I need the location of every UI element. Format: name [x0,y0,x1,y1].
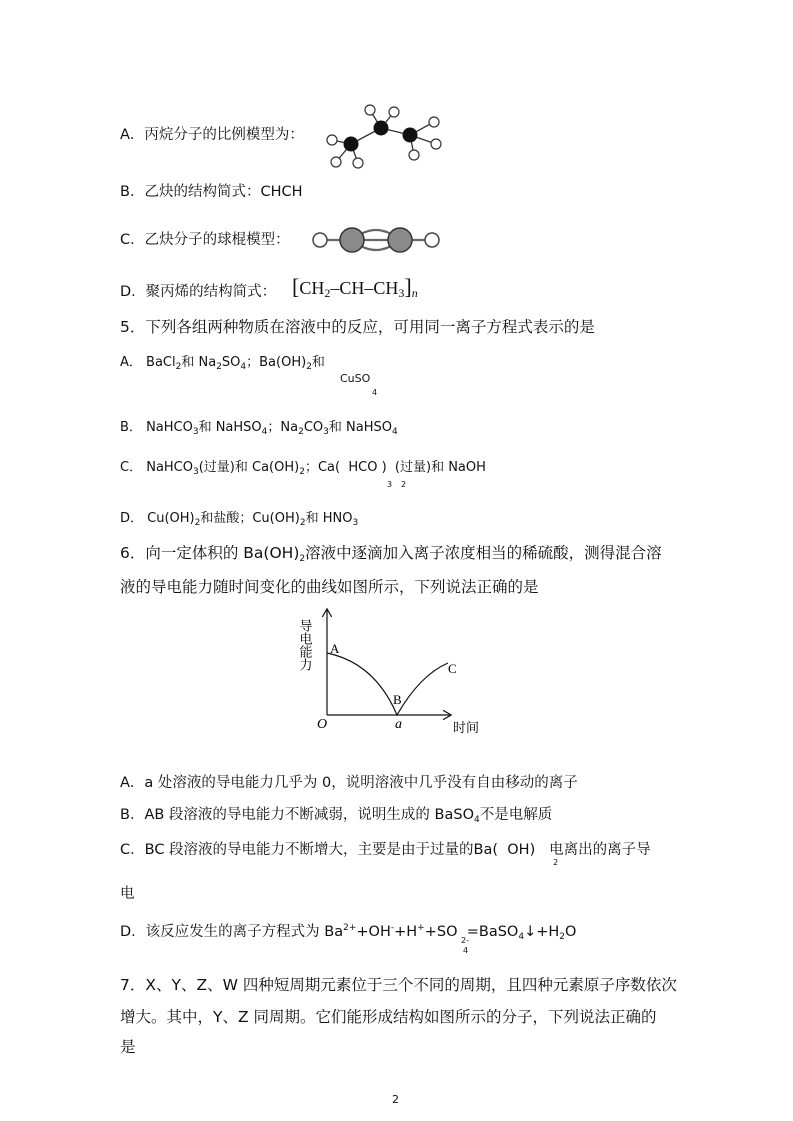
q4-a-text: A．丙烷分子的比例模型为： [120,127,304,143]
q5-c-p2: NaHCO [146,460,193,475]
q6-d-t1: 2- [461,936,469,945]
q6-d-p6: ↓+H [524,924,560,940]
q5-b-p6: 和 NaHSO [328,420,392,435]
q6-b-p2: 不是电解质 [479,807,553,823]
q7-stem-line1: 7．X、Y、Z、W 四种短周期元素位于三个不同的周期，且四种元素原子序数依次 [120,976,677,994]
q5-b-p4: ；Na [267,420,299,435]
q5-d-p2: Cu(OH) [147,511,195,526]
propane-space-filling-model-image [318,100,448,170]
q6-stem1: 6．向一定体积的 Ba(OH) [120,544,300,562]
graph-xlabel: 时间 [453,721,480,736]
q5-b-s2: 4 [261,427,268,437]
q5-c-s1: 3 [193,467,199,477]
graph-point-a: A [330,641,340,656]
q5-c-t2: 2 [401,480,407,489]
page-number: 2 [392,1093,399,1106]
q7-stem-line3: 是 [120,1038,136,1056]
q6-c-t1: 2 [553,858,559,867]
q6-option-b [120,805,552,830]
q6-d-p1: D．该反应发生的离子方程式为 Ba [120,924,344,940]
graph-ylabel: 导电能力 [296,619,312,671]
q6-d-sup1: 2+ [343,923,357,933]
q6-stem-line1 [120,543,662,569]
q6-d-t2: 4 [463,946,469,955]
q5-a-s3: 4 [240,362,247,372]
acetylene-ball-stick-model-image [306,222,448,258]
q5-c-p7: (过量)和 NaOH [394,460,486,475]
q6-c-p2: OH) [507,842,536,858]
q4-c-text: C．乙炔分子的球棍模型： [120,232,290,248]
q5-a-p7: CuSO [340,372,371,385]
q6-c-p3: 电离出的离子导 [549,842,651,858]
conductivity-curve [327,653,448,715]
q6-d-sup3: + [417,923,425,933]
q5-c-p6: ) [381,460,387,475]
q5-option-c [120,458,486,482]
q5-d-p4: 和 HNO [305,511,353,526]
q5-c-p3: (过量)和 Ca(OH) [198,460,300,475]
q5-a-s2: 2 [216,362,222,372]
q5-a-p3: 和 Na [181,355,217,370]
q6-d-s2: 2 [559,932,565,942]
formula-ch2: CH [299,278,325,298]
q5-d-s2: 2 [299,518,306,528]
q5-a-s1: 2 [175,362,182,372]
q5-d-p1: D． [120,511,144,526]
q4-option-c [120,230,290,250]
q5-b-s1: 3 [192,427,199,437]
q5-b-s4: 3 [323,427,329,437]
q5-d-p3: 和盐酸；Cu(OH) [200,511,300,526]
q5-a-p1: A． [120,355,142,370]
q5-a-p6: 和 [311,355,325,370]
q6-d-p7: O [565,924,577,940]
q5-a-cuso4 [340,372,370,385]
q5-option-a [120,353,325,377]
q5-b-p2: NaHCO [146,420,193,435]
q5-c-t1: 3 [387,480,393,489]
q6-stem-line2: 液的导电能力随时间变化的曲线如图所示，下列说法正确的是 [120,578,539,596]
q4-option-b [120,182,303,202]
formula-n: n [411,286,418,300]
graph-origin: O [317,717,328,732]
q6-d-s1: 4 [518,932,525,942]
q5-a-p2: BaCl [146,355,176,370]
graph-tick-a: a [395,717,402,732]
formula-ch: CH [339,278,365,298]
q5-stem: 5．下列各组两种物质在溶液中的反应，可用同一离子方程式表示的是 [120,318,595,336]
q5-a-p5: ；Ba(OH) [246,355,307,370]
q6-option-d [120,918,576,947]
q5-c-p5: HCO [348,460,378,475]
q5-option-d [120,509,358,533]
q6-c-p1: C．BC 段溶液的导电能力不断增大，主要是由于过量的Ba( [120,842,499,858]
q6-d-p3: +H [394,924,418,940]
q5-d-s1: 2 [194,518,201,528]
q6-option-c [120,840,651,860]
polypropylene-formula: $[CH_2-CH-CH_3]_n$ [292,274,418,300]
q6-stem2: 溶液中逐滴加入离子浓度相当的稀硫酸，测得混合溶 [305,544,662,562]
q6-b-s1: 4 [473,815,480,825]
formula-ch3: CH [373,278,399,298]
q5-b-p5: CO [303,420,324,435]
q6-option-a: A．a 处溶液的导电能力几乎为 0，说明溶液中几乎没有自由移动的离子 [120,775,578,791]
q4-b-text: B．乙炔的结构简式：CHCH [120,184,303,200]
q6-b-p1: B．AB 段溶液的导电能力不断减弱，说明生成的 BaSO [120,807,474,823]
q5-a-s4: 2 [306,362,312,372]
q6-stem-sub: 2 [299,554,306,564]
q5-b-s3: 2 [298,427,304,437]
q5-c-s2: 2 [299,467,305,477]
formula-sub2: 2 [324,286,331,300]
formula-sub3: 3 [398,286,405,300]
q5-c-p4: ；Ca( [304,460,341,475]
q6-d-p5: =BaSO [466,924,519,940]
q4-d-text: D．聚丙烯的结构简式： [120,284,277,300]
q5-a-p4: SO [221,355,241,370]
q6-d-p2: +OH [356,924,391,940]
q5-a-s5: 4 [372,388,378,397]
q5-b-p1: B． [120,420,142,435]
q6-d-p4: +SO [424,924,458,940]
graph-point-c: C [448,661,457,676]
conductivity-graph [296,605,500,740]
q6-d-sup2: - [390,923,395,933]
q4-option-a [120,125,304,145]
q5-b-p3: 和 NaHSO [198,420,262,435]
q5-c-p1: C． [120,460,143,475]
q7-stem-line2: 增大。其中，Y、Z 同周期。它们能形成结构如图所示的分子，下列说法正确的 [120,1008,657,1026]
graph-point-b: B [393,692,402,707]
q4-option-d [120,282,276,302]
q5-option-b [120,418,398,442]
q5-d-s3: 3 [352,518,359,528]
q6-option-c-cont: 电 [120,886,135,902]
q5-b-s5: 4 [391,427,398,437]
